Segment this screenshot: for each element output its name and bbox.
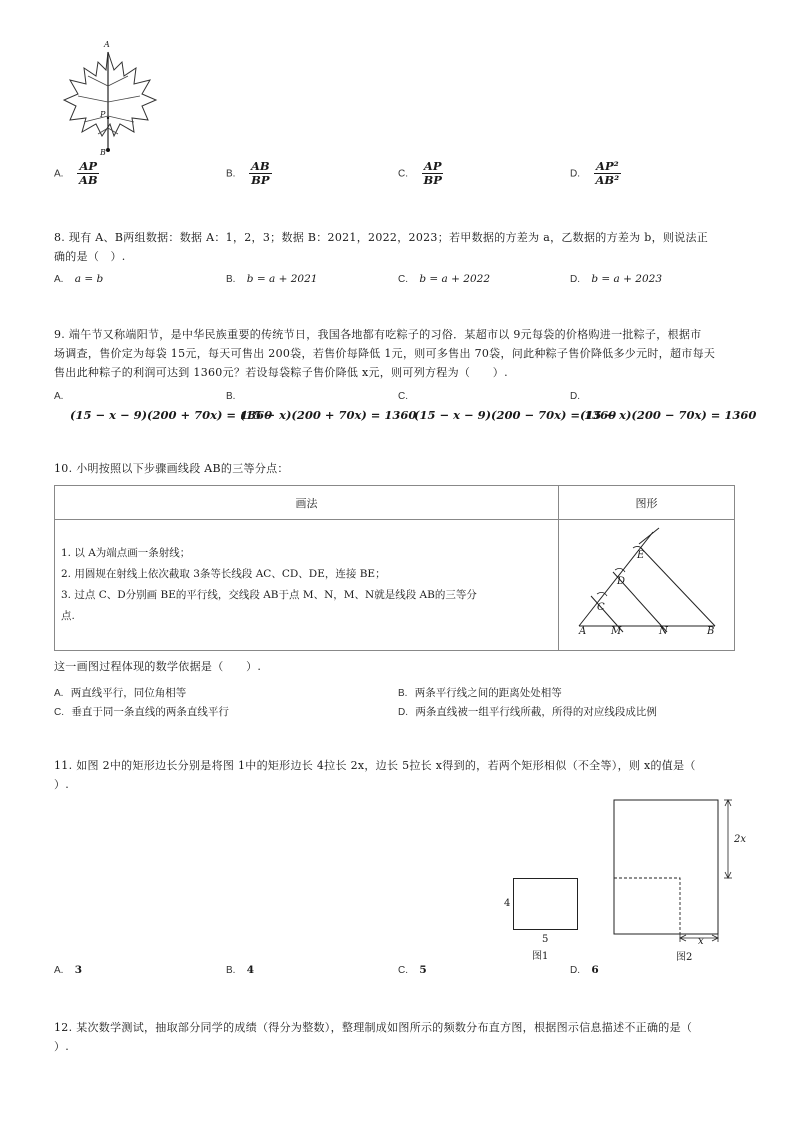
q10-steps-cell — [55, 520, 559, 651]
q11-line-1: 11. 如图 2中的矩形边长分别是将图 1中的矩形边长 4拉长 2x，边长 5拉长 x得到的，若两个矩形相似（不全等），则 x的值是（ — [54, 759, 696, 772]
leaf-drawing — [62, 40, 162, 162]
q10-intro: 10. 小明按照以下步骤画线段 AB的三等分点： — [54, 462, 289, 475]
figure-1-side-bottom: 5 — [542, 934, 549, 945]
leaf-label-p: P — [100, 110, 106, 119]
q9-option-c-text: (15 − x − 9)(200 − 70x) = 1360 — [414, 408, 617, 422]
fig-label-d: D — [617, 576, 626, 587]
figure-2-side-right: 2x — [734, 834, 747, 845]
q11-figure-1 — [500, 874, 590, 964]
q11-option-c-text: 5 — [419, 964, 427, 976]
q10-step-2: 2. 用圆规在射线上依次截取 3条等长线段 AC、CD、DE，连接 BE； — [61, 568, 386, 580]
q10-header-figure: 图形 — [559, 486, 735, 520]
q8-option-b-label: B. — [226, 274, 236, 285]
q10-figure-cell — [559, 520, 735, 651]
q7-option-b — [226, 160, 272, 187]
q8-option-a-label: A. — [54, 274, 64, 285]
q10-option-a-text: 两直线平行，同位角相等 — [70, 687, 187, 699]
q9-option-a-text: (15 − x − 9)(200 + 70x) = 1360 — [70, 408, 273, 422]
q9-option-c-label: C. — [398, 391, 408, 402]
q7-option-b-den: BP — [251, 173, 270, 187]
figure-1-caption: 图1 — [532, 951, 549, 962]
q7-option-a-num: AP — [79, 159, 98, 173]
fig-label-c: C — [597, 602, 605, 613]
q9-option-a-label: A. — [54, 391, 64, 402]
q9-line-2: 场调查，售价定为每袋 15元，每天可售出 200袋，若售价每降低 1元，则可多售出 70袋，问此种粽子售价降低多少元时，超市每天 — [54, 347, 716, 360]
q8-option-d-text: b = a + 2023 — [591, 273, 662, 285]
fig-label-n: N — [659, 626, 668, 637]
q7-option-c-label: C. — [398, 168, 408, 180]
q10-option-a — [54, 685, 186, 700]
figure-2-caption: 图2 — [676, 952, 693, 963]
fig-label-e: E — [637, 550, 645, 561]
q7-option-b-num: AB — [250, 159, 270, 173]
fig-label-a: A — [579, 626, 587, 637]
q8-option-d — [570, 273, 662, 285]
q10-option-d-label: D. — [398, 707, 408, 718]
leaf-label-b: B — [100, 148, 106, 157]
q9-stem — [54, 325, 754, 382]
q11-option-b-text: 4 — [246, 964, 255, 976]
q11-line-2: ）. — [54, 778, 70, 791]
fig-label-m: M — [611, 626, 622, 637]
q8-option-b — [226, 273, 317, 285]
q11-option-c-label: C. — [398, 965, 408, 976]
q11-option-a-label: A. — [54, 965, 64, 976]
q10-option-d-text: 两条直线被一组平行线所截，所得的对应线段成比例 — [415, 706, 657, 718]
figure-2-side-bottom: x — [698, 936, 704, 947]
q12-line-2: ）. — [54, 1040, 70, 1053]
q11-option-a — [54, 964, 82, 976]
q7-option-d — [570, 160, 621, 187]
q11-option-d-label: D. — [570, 965, 580, 976]
figure-2-drawing — [606, 796, 756, 966]
q11-option-a-text: 3 — [74, 964, 83, 976]
q10-header-method: 画法 — [55, 486, 559, 520]
q8-option-a-text: a = b — [74, 273, 104, 285]
q7-option-a-label: A. — [54, 168, 64, 180]
q7-option-a-fraction — [77, 160, 100, 187]
figure-1-side-left: 4 — [504, 898, 511, 909]
q10-option-d — [398, 704, 657, 719]
fig-label-b: B — [707, 626, 715, 637]
q10-option-b-label: B. — [398, 688, 408, 699]
q7-option-a-den: AB — [78, 173, 98, 187]
q7-option-d-num: AP² — [596, 159, 619, 173]
q8-option-c — [398, 273, 490, 285]
q10-option-b-text: 两条平行线之间的距离处处相等 — [414, 687, 562, 699]
q11-option-c — [398, 964, 427, 976]
q10-option-c — [54, 704, 229, 719]
q10-option-c-label: C. — [54, 707, 64, 718]
q8-option-a — [54, 273, 103, 285]
q8-option-c-text: b = a + 2022 — [419, 273, 490, 285]
q11-option-d — [570, 964, 599, 976]
q11-stem — [54, 756, 754, 794]
q7-option-c — [398, 160, 444, 187]
q8-line-1: 8. 现有 A、B两组数据：数据 A：1，2，3；数据 B：2021，2022，2023；若甲数据的方差为 a，乙数据的方差为 b，则说法正 — [54, 231, 709, 244]
q9-option-d-label: D. — [570, 391, 580, 402]
q8-stem — [54, 228, 744, 266]
q10-steps-table — [54, 485, 735, 651]
q8-option-d-label: D. — [570, 274, 580, 285]
q11-option-b — [226, 964, 254, 976]
q7-option-a — [54, 160, 100, 187]
q8-option-c-label: C. — [398, 274, 408, 285]
q10-option-c-text: 垂直于同一条直线的两条直线平行 — [71, 706, 229, 718]
q12-stem — [54, 1018, 754, 1056]
q10-option-a-label: A. — [54, 688, 64, 699]
q9-line-3: 售出此种粽子的利润可达到 1360元？若设每袋粽子售价降低 x元，则可列方程为（ ）. — [54, 366, 508, 379]
q7-option-d-label: D. — [570, 168, 580, 180]
q7-option-b-fraction — [249, 160, 272, 187]
figure-1-rectangle — [513, 878, 578, 930]
q12-line-1: 12. 某次数学测试，抽取部分同学的成绩（得分为整数），整理制成如图所示的频数分布直方图，根据图示信息描述不正确的是（ — [54, 1021, 693, 1034]
q10-step-3: 3. 过点 C、D分别画 BE的平行线，交线段 AB于点 M、N，M、N就是线段 AB的三等分 — [61, 589, 477, 601]
leaf-figure — [62, 40, 162, 162]
leaf-label-a: A — [104, 40, 110, 49]
q9-option-d-text: (15 − x)(200 − 70x) = 1360 — [580, 408, 757, 422]
q8-option-b-text: b = a + 2021 — [246, 273, 318, 285]
q11-option-d-text: 6 — [591, 964, 599, 976]
q11-figure-2 — [606, 796, 756, 966]
q10-option-b — [398, 685, 562, 700]
q7-option-d-fraction — [594, 160, 622, 187]
q9-option-b-text: (15 − x)(200 + 70x) = 1360 — [240, 408, 417, 422]
q7-option-c-den: BP — [423, 173, 442, 187]
q10-step-3-cont: 点. — [61, 610, 75, 622]
q7-option-c-num: AP — [423, 159, 442, 173]
q10-question: 这一画图过程体现的数学依据是（ ）. — [54, 660, 262, 673]
q11-option-b-label: B. — [226, 965, 236, 976]
q9-option-b-label: B. — [226, 391, 236, 402]
q7-option-d-den: AB² — [595, 173, 620, 187]
q9-line-1: 9. 端午节又称端阳节，是中华民族重要的传统节日，我国各地都有吃粽子的习俗．某超市以 9元每袋的价格购进一批粽子，根据市 — [54, 328, 702, 341]
q7-option-b-label: B. — [226, 168, 236, 180]
q7-option-c-fraction — [422, 160, 444, 187]
q10-step-1: 1. 以 A为端点画一条射线； — [61, 547, 191, 559]
q8-line-2: 确的是（ ）. — [54, 250, 126, 263]
